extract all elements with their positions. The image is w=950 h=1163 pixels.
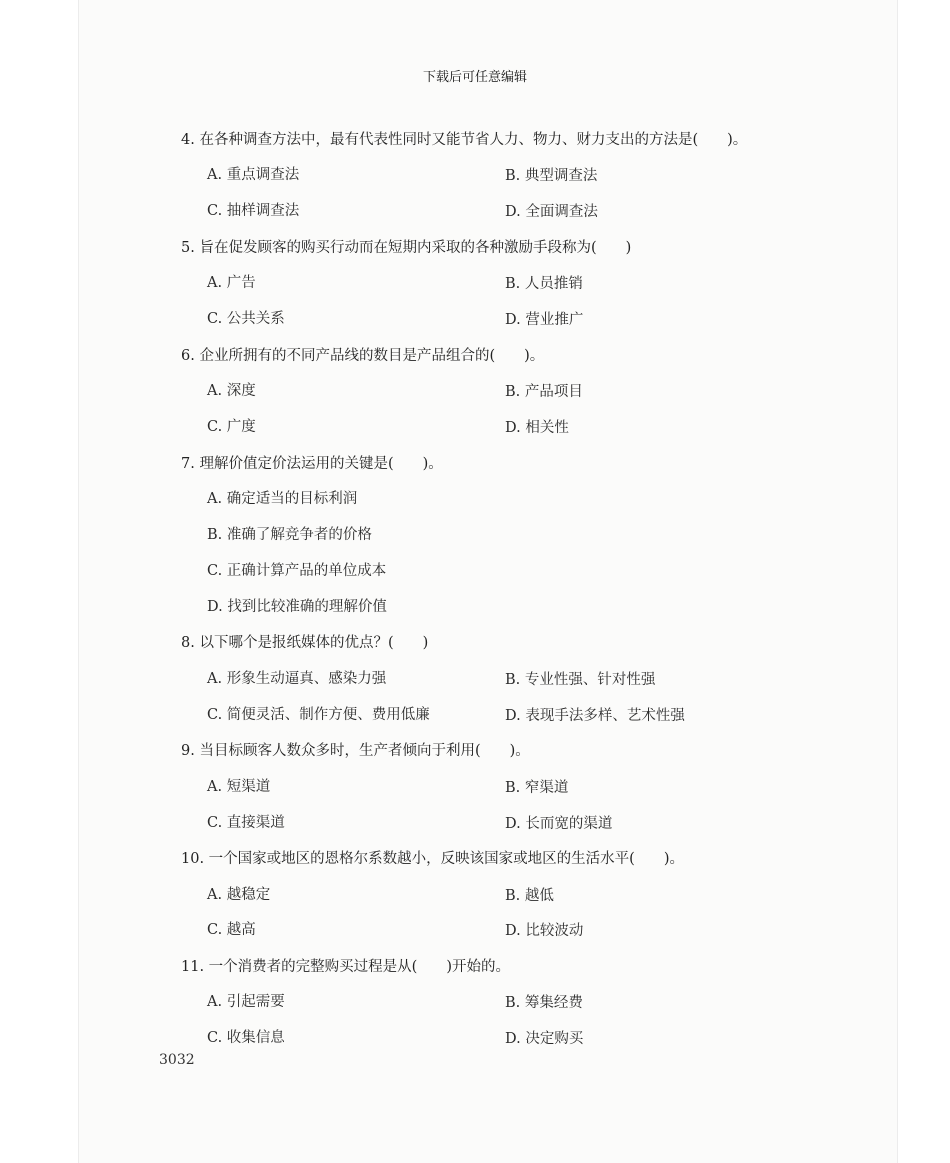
option-10a: A. 越稳定 xyxy=(207,887,271,903)
option-4c: C. 抽样调查法 xyxy=(207,203,300,219)
option-5c: C. 公共关系 xyxy=(207,311,285,327)
option-9c: C. 直接渠道 xyxy=(207,815,285,831)
option-8c: C. 简便灵活、制作方便、费用低廉 xyxy=(207,707,430,723)
question-9: 9. 当目标顾客人数众多时，生产者倾向于利用( )。 xyxy=(181,743,530,759)
option-7d: D. 找到比较准确的理解价值 xyxy=(207,599,387,615)
option-5d: D. 营业推广 xyxy=(505,312,584,328)
option-4b: B. 典型调查法 xyxy=(505,168,598,184)
option-10b: B. 越低 xyxy=(505,888,554,904)
option-10d: D. 比较波动 xyxy=(505,923,584,939)
question-8: 8. 以下哪个是报纸媒体的优点？( ) xyxy=(181,635,429,651)
option-5b: B. 人员推销 xyxy=(505,276,583,292)
option-8b: B. 专业性强、针对性强 xyxy=(505,672,656,688)
option-6b: B. 产品项目 xyxy=(505,384,583,400)
option-7a: A. 确定适当的目标利润 xyxy=(207,491,358,507)
option-8a: A. 形象生动逼真、感染力强 xyxy=(207,671,387,687)
option-9b: B. 窄渠道 xyxy=(505,780,569,796)
question-11: 11. 一个消费者的完整购买过程是从( )开始的。 xyxy=(181,959,510,975)
option-8d: D. 表现手法多样、艺术性强 xyxy=(505,708,685,724)
option-10c: C. 越高 xyxy=(207,922,256,938)
option-6a: A. 深度 xyxy=(207,383,256,399)
option-9a: A. 短渠道 xyxy=(207,779,271,795)
page-number: 3032 xyxy=(159,1052,195,1068)
option-11a: A. 引起需要 xyxy=(207,994,285,1010)
option-11d: D. 决定购买 xyxy=(505,1031,584,1047)
option-6d: D. 相关性 xyxy=(505,420,569,436)
option-4a: A. 重点调查法 xyxy=(207,167,300,183)
option-6c: C. 广度 xyxy=(207,419,256,435)
option-11b: B. 筹集经费 xyxy=(505,995,583,1011)
paper-sheet xyxy=(78,0,898,1163)
question-5: 5. 旨在促发顾客的购买行动而在短期内采取的各种激励手段称为( ) xyxy=(181,240,632,256)
option-5a: A. 广告 xyxy=(207,275,256,291)
option-9d: D. 长而宽的渠道 xyxy=(505,816,613,832)
question-7: 7. 理解价值定价法运用的关键是( )。 xyxy=(181,456,443,472)
option-7c: C. 正确计算产品的单位成本 xyxy=(207,563,387,579)
question-4: 4. 在各种调查方法中，最有代表性同时又能节省人力、物力、财力支出的方法是( )。 xyxy=(181,132,748,148)
option-4d: D. 全面调查法 xyxy=(505,204,598,220)
question-10: 10. 一个国家或地区的恩格尔系数越小，反映该国家或地区的生活水平( )。 xyxy=(181,851,684,867)
option-11c: C. 收集信息 xyxy=(207,1030,285,1046)
download-banner: 下载后可任意编辑 xyxy=(422,70,527,85)
question-6: 6. 企业所拥有的不同产品线的数目是产品组合的( )。 xyxy=(181,348,545,364)
option-7b: B. 准确了解竞争者的价格 xyxy=(207,527,372,543)
